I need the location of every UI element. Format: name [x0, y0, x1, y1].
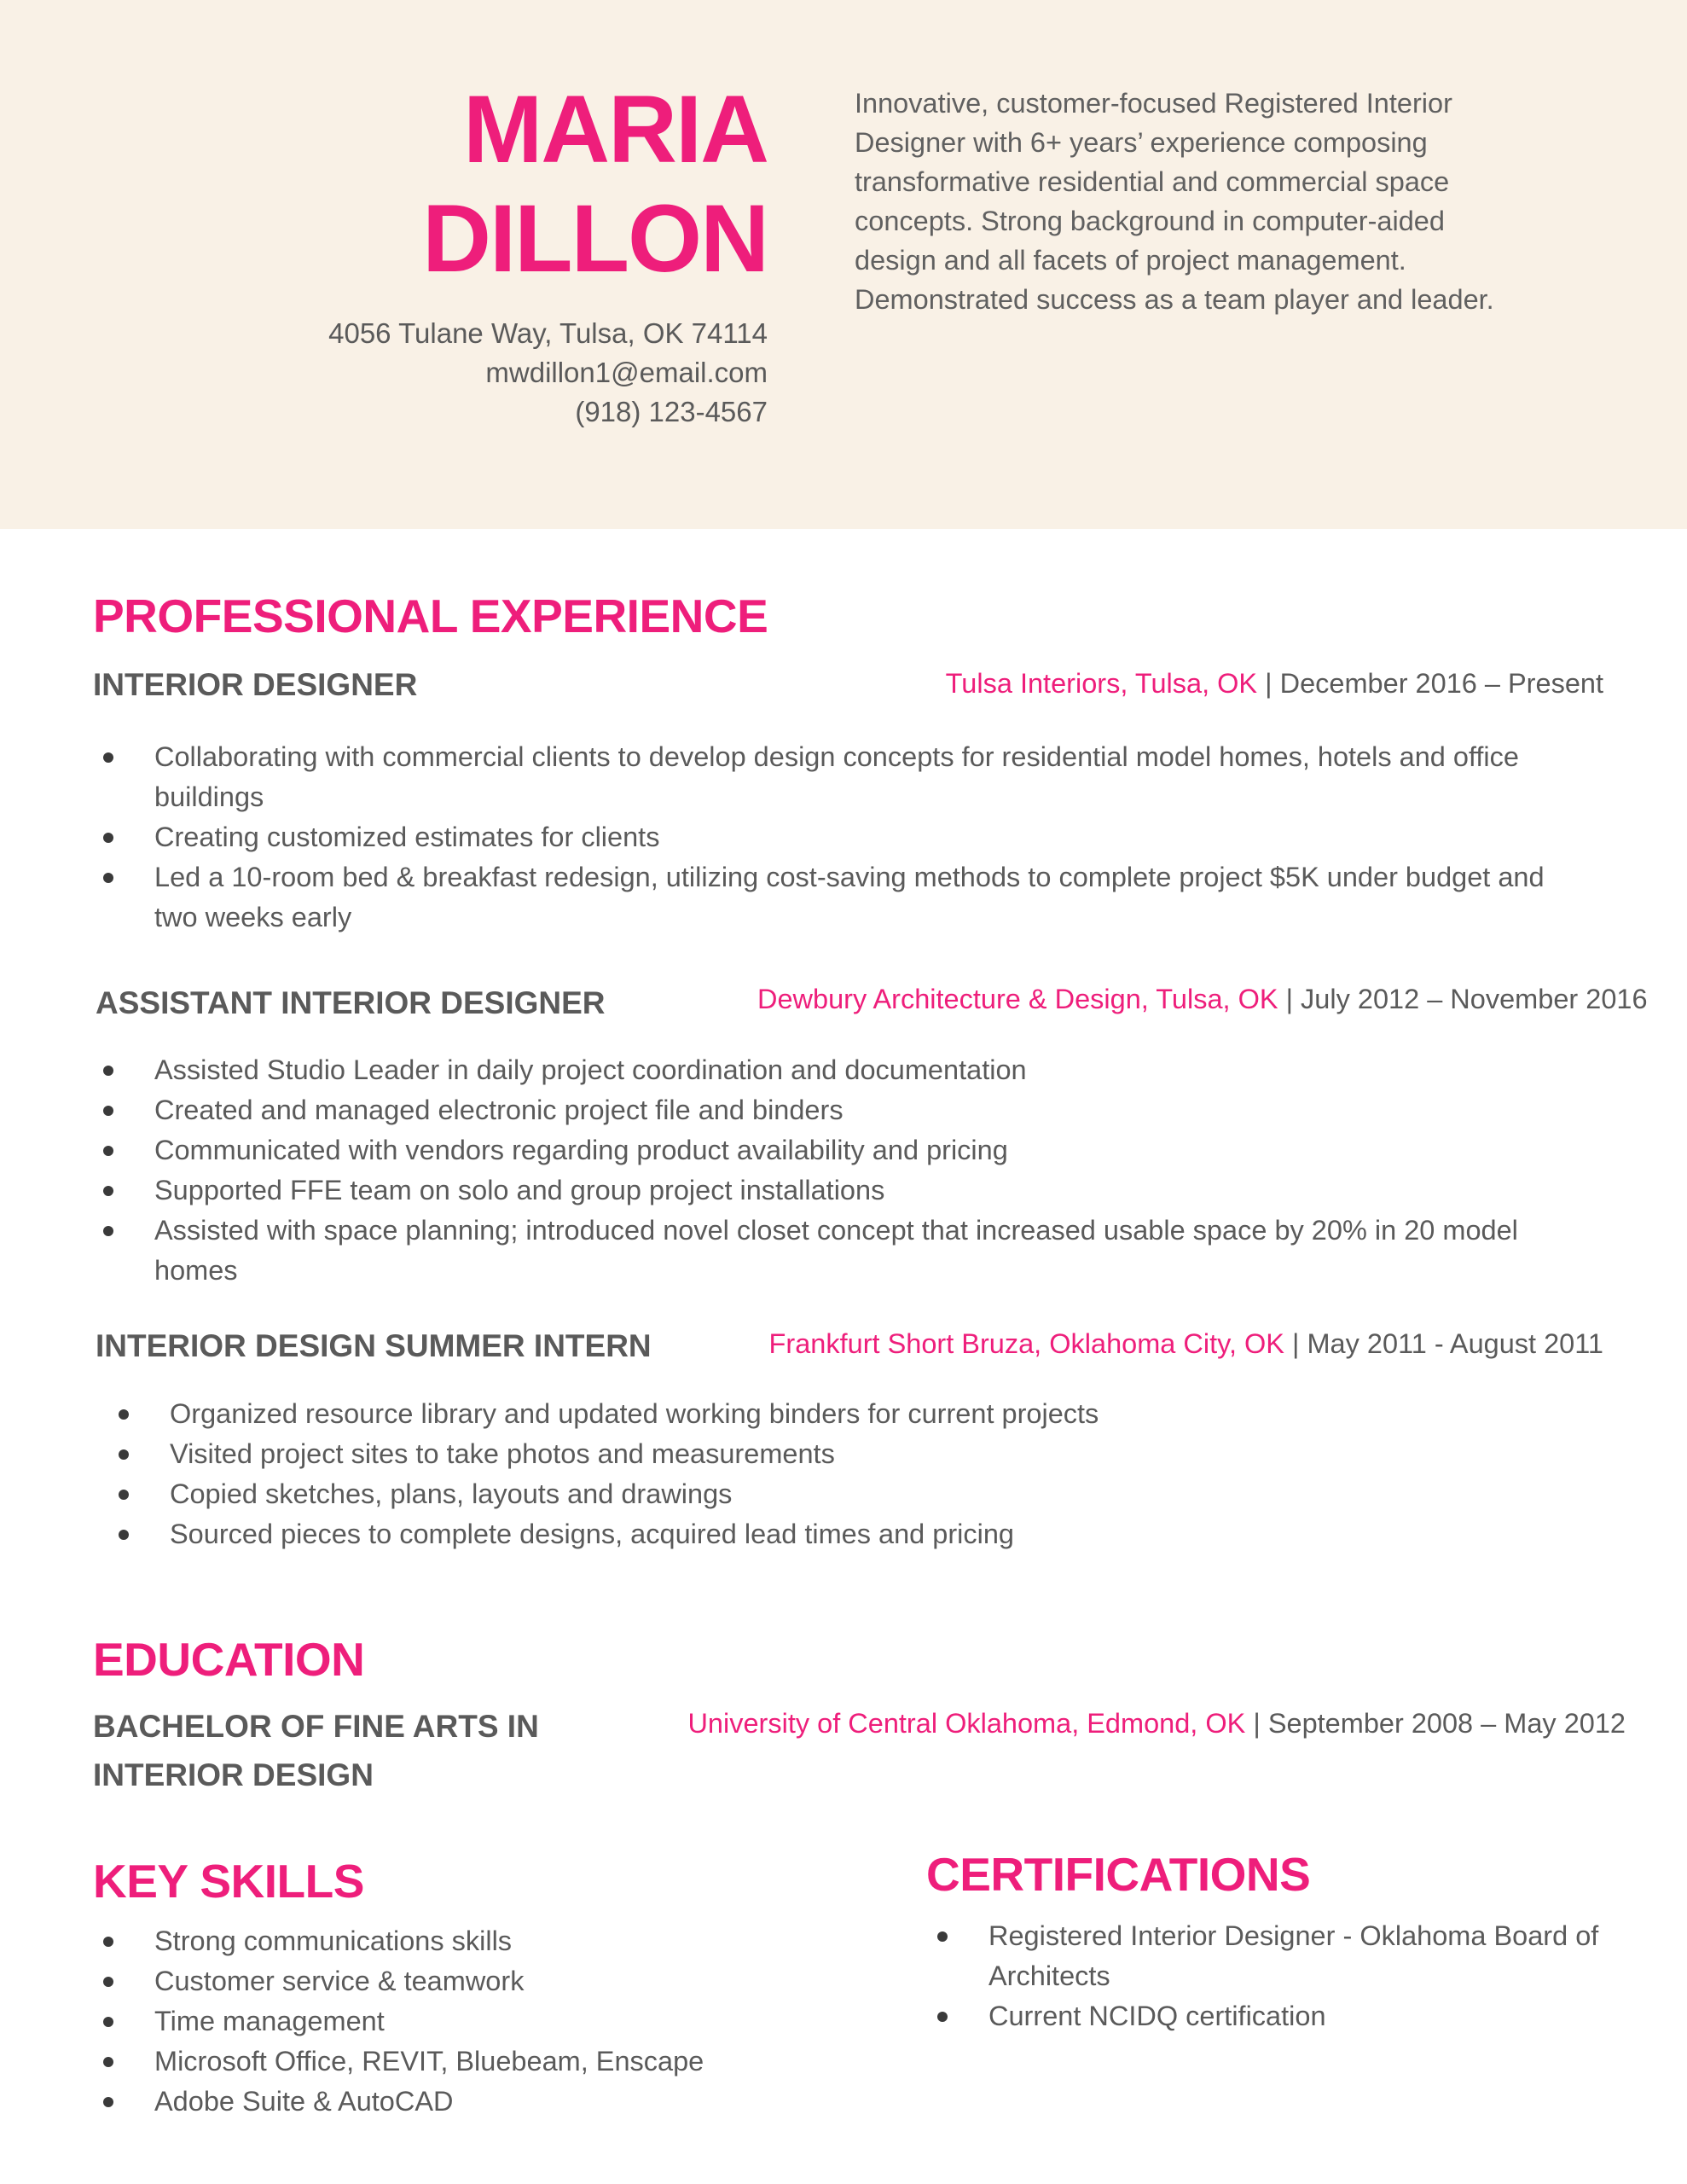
bullet-icon — [103, 1106, 113, 1116]
bullet-icon — [103, 1186, 113, 1196]
job-meta — [769, 1324, 1603, 1363]
first-name: MARIA — [462, 76, 768, 183]
section-title-certifications: CERTIFICATIONS — [926, 1848, 1311, 1901]
degree-line-2: INTERIOR DESIGN — [93, 1757, 374, 1792]
list-item: Registered Interior Designer - Oklahoma Board of Architects — [988, 1916, 1603, 1996]
phone: (918) 123-4567 — [575, 396, 768, 427]
bullet-icon — [103, 1066, 113, 1076]
job-dates: | December 2016 – Present — [1257, 668, 1603, 699]
job-meta — [757, 979, 1648, 1019]
email: mwdillon1@email.com — [485, 357, 768, 388]
certifications-list — [988, 1916, 1603, 2036]
contact-info — [328, 314, 768, 432]
education-meta — [687, 1704, 1626, 1743]
job-bullets — [170, 1394, 1568, 1554]
degree — [93, 1702, 539, 1799]
bullet-icon — [119, 1409, 129, 1420]
list-item: Microsoft Office, REVIT, Bluebeam, Enscape — [154, 2042, 854, 2082]
job-company: Frankfurt Short Bruza, Oklahoma City, OK — [768, 1328, 1284, 1359]
degree-line-1: BACHELOR OF FINE ARTS IN — [93, 1709, 539, 1744]
section-title-education: EDUCATION — [93, 1633, 365, 1686]
job-dates: | May 2011 - August 2011 — [1284, 1328, 1603, 1359]
list-item: Strong communications skills — [154, 1921, 854, 1961]
list-item: Sourced pieces to complete designs, acquired lead times and pricing — [170, 1514, 1568, 1554]
job-company: Dewbury Architecture & Design, Tulsa, OK — [757, 984, 1278, 1014]
list-item: Assisted with space planning; introduced novel closet concept that increased usable space by 20% in 20 model homes — [154, 1211, 1553, 1291]
bullet-icon — [103, 1146, 113, 1156]
list-item: Communicated with vendors regarding product availability and pricing — [154, 1130, 1553, 1170]
bullet-icon — [937, 1931, 948, 1942]
list-item: Adobe Suite & AutoCAD — [154, 2082, 854, 2122]
list-item: Collaborating with commercial clients to develop design concepts for residential model homes, hotels and office buildings — [154, 737, 1587, 817]
section-title-skills: KEY SKILLS — [93, 1855, 364, 1908]
last-name: DILLON — [422, 185, 768, 292]
list-item: Supported FFE team on solo and group project installations — [154, 1170, 1553, 1211]
job-bullets — [154, 737, 1587, 938]
list-item: Current NCIDQ certification — [988, 1996, 1603, 2036]
bullet-icon — [103, 2097, 113, 2107]
list-item: Organized resource library and updated working binders for current projects — [170, 1394, 1568, 1434]
list-item: Customer service & teamwork — [154, 1961, 854, 2001]
bullet-icon — [119, 1490, 129, 1500]
skills-list — [154, 1921, 854, 2122]
bullet-icon — [103, 2017, 113, 2027]
list-item: Assisted Studio Leader in daily project coordination and documentation — [154, 1050, 1553, 1090]
bullet-icon — [119, 1449, 129, 1460]
bullet-icon — [937, 2012, 948, 2022]
candidate-name — [422, 75, 768, 293]
job-role: INTERIOR DESIGN SUMMER INTERN — [96, 1328, 652, 1363]
job-role: ASSISTANT INTERIOR DESIGNER — [96, 985, 606, 1020]
list-item: Copied sketches, plans, layouts and drawings — [170, 1474, 1568, 1514]
job-meta — [946, 664, 1603, 703]
bullet-icon — [119, 1530, 129, 1540]
job-role: INTERIOR DESIGNER — [93, 667, 418, 702]
bullet-icon — [103, 873, 113, 883]
section-title-experience: PROFESSIONAL EXPERIENCE — [93, 590, 768, 642]
bullet-icon — [103, 833, 113, 843]
bullet-icon — [103, 2057, 113, 2067]
school: University of Central Oklahoma, Edmond, OK — [687, 1708, 1246, 1739]
summary: Innovative, customer-focused Registered Interior Designer with 6+ years’ experience composing transformative residential and commercial space concepts. Strong background in computer-aided design and all facets of project management. Demonstrated success as a team player and leader. — [855, 88, 1494, 315]
list-item: Time management — [154, 2001, 854, 2042]
bullet-icon — [103, 752, 113, 763]
list-item: Creating customized estimates for clients — [154, 817, 1587, 857]
list-item: Visited project sites to take photos and measurements — [170, 1434, 1568, 1474]
education-dates: | September 2008 – May 2012 — [1245, 1708, 1626, 1739]
address: 4056 Tulane Way, Tulsa, OK 74114 — [328, 317, 768, 349]
list-item: Created and managed electronic project file and binders — [154, 1090, 1553, 1130]
bullet-icon — [103, 1977, 113, 1987]
bullet-icon — [103, 1226, 113, 1236]
job-company: Tulsa Interiors, Tulsa, OK — [945, 668, 1258, 699]
job-dates: | July 2012 – November 2016 — [1278, 984, 1648, 1014]
job-bullets — [154, 1050, 1553, 1291]
bullet-icon — [103, 1937, 113, 1947]
list-item: Led a 10-room bed & breakfast redesign, utilizing cost-saving methods to complete project $5K under budget and two weeks early — [154, 857, 1587, 938]
